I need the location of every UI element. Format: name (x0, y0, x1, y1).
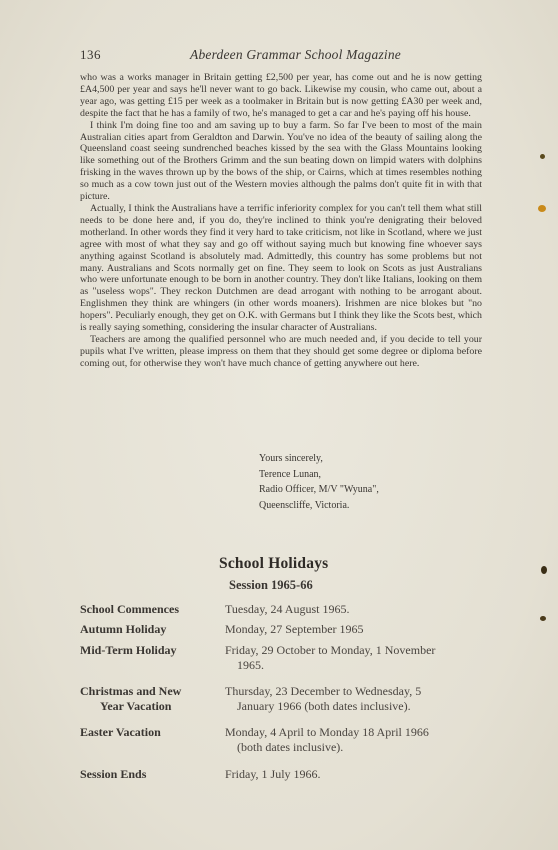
holiday-date: Friday, 1 July 1966. (225, 767, 321, 781)
letter-paragraph: who was a works manager in Britain getting £2,500 per year, has come out and he is now getting £A4,500 per year and says he'll never want to go back. Likewise my cousin, who came out, about a year ago, was getting £15 per week as a toolmaker in Britain but is now getting £A30 per week and, despite the fact that he has a family of two, he's managed to get a car and he's paying off his house. (80, 72, 482, 119)
holiday-name: Mid-Term Holiday (80, 643, 177, 657)
signature-name: Terence Lunan, (259, 468, 322, 480)
page-blemish (541, 566, 547, 574)
holiday-name: School Commences (80, 602, 179, 616)
holiday-date: Monday, 27 September 1965 (225, 622, 364, 636)
signature-place: Queenscliffe, Victoria. (259, 499, 350, 511)
holidays-title: School Holidays (219, 555, 329, 572)
holiday-name: Christmas and New Year Vacation (80, 684, 182, 713)
holiday-date: Tuesday, 24 August 1965. (225, 602, 350, 616)
signature-role: Radio Officer, M/V "Wyuna", (259, 484, 379, 495)
page-blemish (540, 154, 545, 159)
letter-paragraph: Actually, I think the Australians have a terrific inferiority complex for you can't tell them what still needs to be done here and, if you do, they're inclined to think you're denigrating their beloved motherland. In other words they find it very hard to take criticism, not like in Scotland, where we just agree with most of what they say and go off without saying much but knowing fine whoever says anything against Scotland is absolutely mad. Admittedly, this country has some problems but not many. Australians and Scots normally get on fine. They seem to look on Scots as just Australians who were unfortunate enough to be born in another country. They don't like Italians, looking on them as "useless wops". They reckon Dutchmen are dead arrogant with nothing to be arrogant about. Englishmen they think are whingers (in other words moaners). Irishmen are nice blokes but "no hopers". Peculiarly enough, they get on O.K. with Germans but I think they like the Scots best, which is really saying something, considering the insular character of Australians. (80, 202, 482, 334)
letter-body (80, 72, 482, 370)
holiday-date: Monday, 4 April to Monday 18 April 1966 (both dates inclusive). (225, 725, 429, 754)
holiday-name: Autumn Holiday (80, 622, 167, 636)
letter-paragraph: I think I'm doing fine too and am saving up to buy a farm. So far I've been to most of the main Australian cities apart from Geraldton and Darwin. You've no idea of the beauty of sailing along the Queensland coast seeing sundrenched beaches kissed by the sea with the Glass Mountains looking like something out of the Brothers Grimm and the sun beating down on limpid waters with dolphins frisking in the waves thrown up by the bows of the ship, or Cairns, which at times resembles nothing so much as a cow town just out of the Western movies although the palms don't quite fit in with that picture. (80, 119, 482, 203)
magazine-title: Aberdeen Grammar School Magazine (190, 47, 401, 62)
session-title: Session 1965-66 (229, 578, 313, 592)
page-blemish (540, 616, 546, 621)
holiday-name: Session Ends (80, 767, 147, 781)
page-number: 136 (80, 47, 101, 62)
letter-paragraph: Teachers are among the qualified personnel who are much needed and, if you decide to tell your pupils what I've written, please impress on them that they should get some degree or diploma before coming out, for otherwise they won't have much chance of getting anywhere out here. (80, 333, 482, 369)
holiday-name: Easter Vacation (80, 725, 161, 739)
holiday-date: Thursday, 23 December to Wednesday, 5 January 1966 (both dates inclusive). (225, 684, 422, 713)
page-header (80, 47, 480, 63)
letter-signature (259, 451, 379, 513)
signature-closing: Yours sincerely, (259, 453, 323, 464)
holiday-date: Friday, 29 October to Monday, 1 November 1965. (225, 643, 436, 672)
page-blemish (538, 205, 546, 212)
